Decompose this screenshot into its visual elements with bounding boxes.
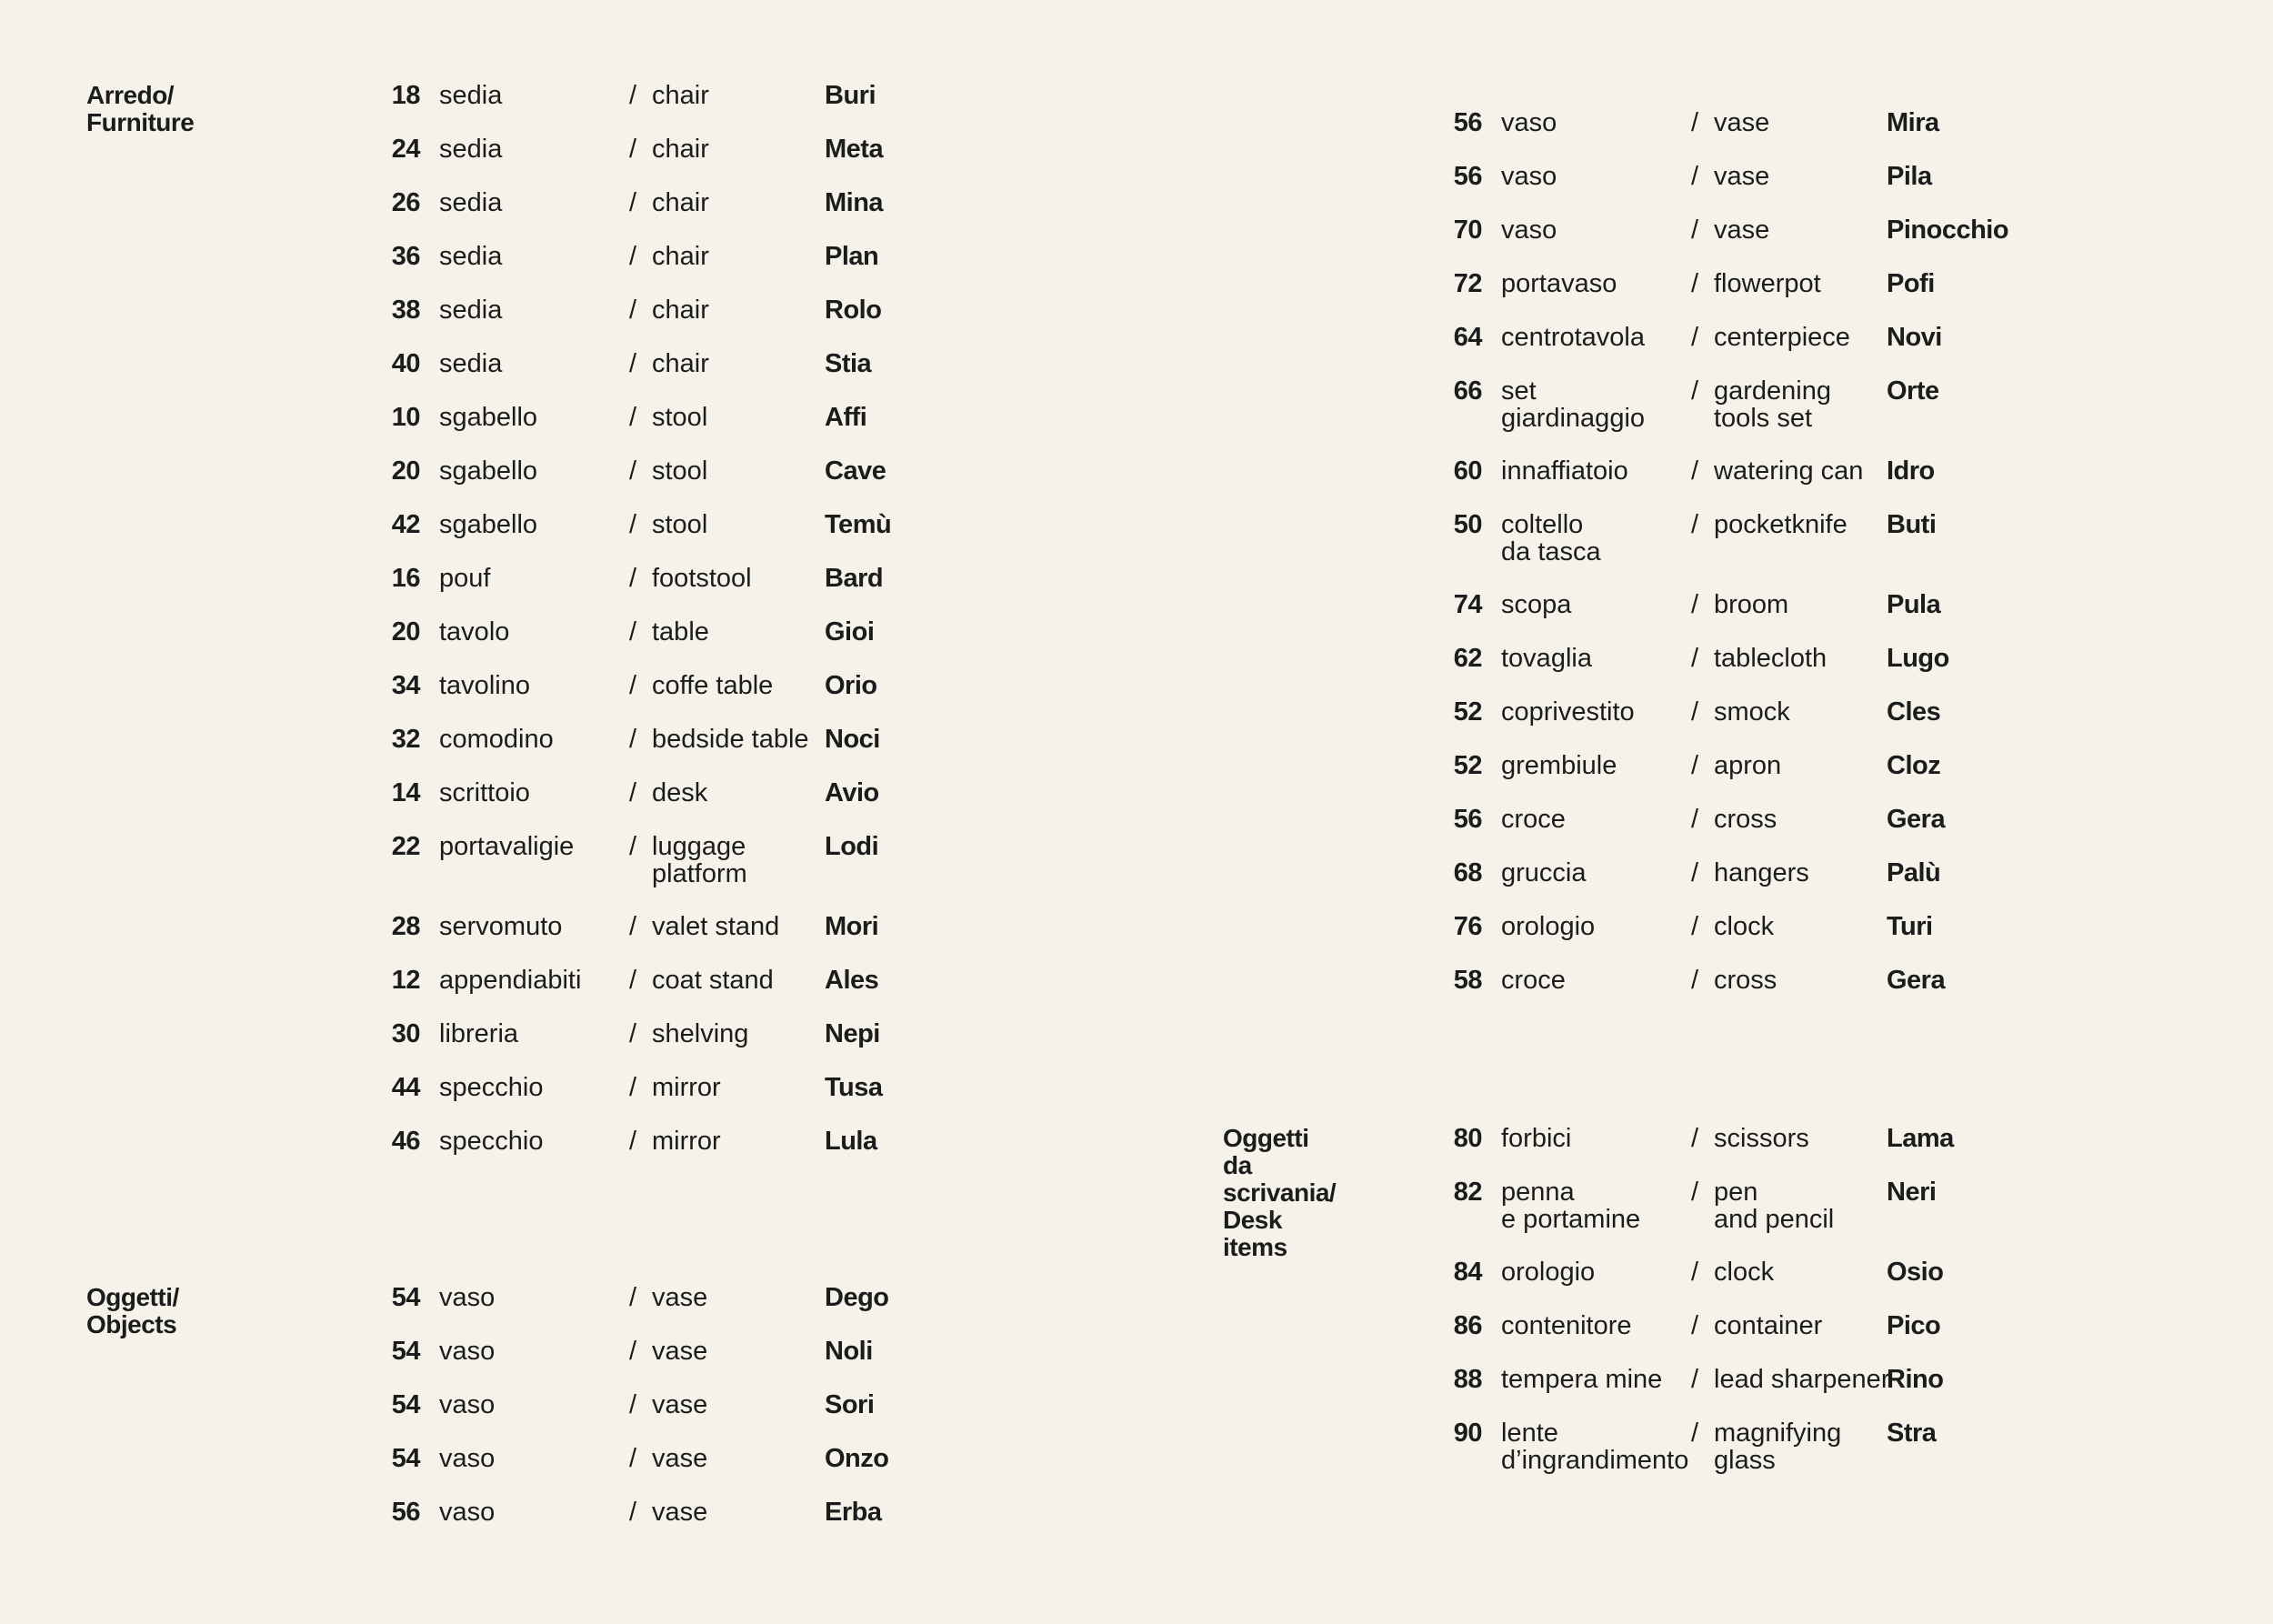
item-name-italian: orologio bbox=[1501, 1258, 1596, 1287]
item-separator: / bbox=[1691, 162, 1699, 191]
item-product-name: Lama bbox=[1887, 1124, 1954, 1153]
list-item bbox=[1437, 859, 2073, 910]
item-name-italian: servomuto bbox=[439, 912, 563, 941]
item-name-english: valet stand bbox=[652, 912, 780, 941]
item-page-number: 60 bbox=[1453, 456, 1482, 486]
item-name-english: shelving bbox=[652, 1019, 749, 1048]
item-separator: / bbox=[1691, 1418, 1699, 1448]
item-name-english: footstool bbox=[652, 564, 752, 593]
list-item bbox=[1437, 752, 2073, 803]
item-name-italian: vaso bbox=[1501, 162, 1557, 191]
item-name-english: watering can bbox=[1714, 456, 1864, 486]
item-name-italian: portavaligie bbox=[439, 832, 575, 861]
item-name-italian: centrotavola bbox=[1501, 323, 1645, 352]
item-page-number: 82 bbox=[1453, 1178, 1482, 1207]
list-item bbox=[1437, 163, 2073, 214]
list-item bbox=[1437, 324, 2073, 375]
list-item bbox=[1437, 1258, 2073, 1309]
list-item bbox=[1437, 1366, 2073, 1417]
list-item bbox=[375, 565, 1011, 616]
item-product-name: Palù bbox=[1887, 858, 1941, 887]
item-separator: / bbox=[1691, 966, 1699, 995]
item-separator: / bbox=[629, 1073, 637, 1102]
item-name-english: chair bbox=[652, 81, 709, 110]
item-name-english: vase bbox=[1714, 162, 1770, 191]
item-separator: / bbox=[629, 296, 637, 325]
item-name-english: stool bbox=[652, 403, 708, 432]
item-separator: / bbox=[1691, 805, 1699, 834]
item-name-italian: specchio bbox=[439, 1073, 544, 1102]
item-separator: / bbox=[1691, 644, 1699, 673]
item-product-name: Lodi bbox=[825, 832, 879, 861]
item-product-name: Cles bbox=[1887, 697, 1941, 727]
list-item bbox=[1437, 270, 2073, 321]
item-separator: / bbox=[1691, 456, 1699, 486]
list-item bbox=[375, 1445, 1011, 1496]
item-product-name: Buri bbox=[825, 81, 876, 110]
item-product-name: Pila bbox=[1887, 162, 1932, 191]
item-product-name: Gera bbox=[1887, 805, 1946, 834]
item-page-number: 54 bbox=[391, 1390, 420, 1419]
item-name-italian: sgabello bbox=[439, 456, 538, 486]
item-name-italian: sedia bbox=[439, 188, 503, 217]
item-name-english: scissors bbox=[1714, 1124, 1809, 1153]
item-product-name: Stia bbox=[825, 349, 872, 378]
item-name-italian: croce bbox=[1501, 805, 1566, 834]
item-page-number: 56 bbox=[1453, 108, 1482, 137]
item-name-english: chair bbox=[652, 188, 709, 217]
item-name-italian: tempera mine bbox=[1501, 1365, 1663, 1394]
item-page-number: 72 bbox=[1453, 269, 1482, 298]
item-separator: / bbox=[629, 617, 637, 647]
item-product-name: Cave bbox=[825, 456, 886, 486]
item-product-name: Lugo bbox=[1887, 644, 1949, 673]
item-name-italian: pouf bbox=[439, 564, 491, 593]
item-name-english: luggage platform bbox=[652, 832, 747, 888]
list-item bbox=[375, 832, 1011, 888]
item-product-name: Affi bbox=[825, 403, 867, 432]
item-name-italian: set giardinaggio bbox=[1501, 376, 1646, 433]
item-separator: / bbox=[1691, 751, 1699, 780]
item-page-number: 54 bbox=[391, 1337, 420, 1366]
item-separator: / bbox=[629, 242, 637, 271]
item-product-name: Pula bbox=[1887, 590, 1941, 619]
item-name-english: broom bbox=[1714, 590, 1789, 619]
item-separator: / bbox=[1691, 269, 1699, 298]
item-name-italian: sedia bbox=[439, 296, 503, 325]
item-name-italian: vaso bbox=[439, 1283, 496, 1312]
item-page-number: 12 bbox=[391, 966, 420, 995]
item-name-english: table bbox=[652, 617, 709, 647]
item-page-number: 36 bbox=[391, 242, 420, 271]
item-name-italian: lente d’ingrandimento bbox=[1501, 1418, 1689, 1475]
item-product-name: Gera bbox=[1887, 966, 1946, 995]
item-name-italian: sedia bbox=[439, 81, 503, 110]
item-product-name: Tusa bbox=[825, 1073, 883, 1102]
item-product-name: Lula bbox=[825, 1127, 877, 1156]
item-separator: / bbox=[629, 564, 637, 593]
section-title-furniture: Arredo/ Furniture bbox=[86, 81, 195, 136]
item-page-number: 86 bbox=[1453, 1311, 1482, 1340]
item-name-italian: gruccia bbox=[1501, 858, 1587, 887]
item-product-name: Bard bbox=[825, 564, 884, 593]
item-name-english: container bbox=[1714, 1311, 1823, 1340]
item-product-name: Pinocchio bbox=[1887, 216, 2009, 245]
item-separator: / bbox=[629, 725, 637, 754]
item-product-name: Sori bbox=[825, 1390, 875, 1419]
item-page-number: 58 bbox=[1453, 966, 1482, 995]
item-name-italian: tovaglia bbox=[1501, 644, 1592, 673]
list-item bbox=[1437, 913, 2073, 964]
item-page-number: 38 bbox=[391, 296, 420, 325]
item-page-number: 56 bbox=[1453, 805, 1482, 834]
list-item bbox=[375, 913, 1011, 964]
item-name-english: vase bbox=[1714, 216, 1770, 245]
list-item bbox=[375, 243, 1011, 294]
item-name-italian: orologio bbox=[1501, 912, 1596, 941]
item-name-english: mirror bbox=[652, 1073, 721, 1102]
item-product-name: Ales bbox=[825, 966, 879, 995]
item-product-name: Rolo bbox=[825, 296, 882, 325]
item-page-number: 26 bbox=[391, 188, 420, 217]
item-page-number: 46 bbox=[391, 1127, 420, 1156]
item-separator: / bbox=[629, 510, 637, 539]
item-name-italian: libreria bbox=[439, 1019, 519, 1048]
item-product-name: Temù bbox=[825, 510, 892, 539]
item-name-english: vase bbox=[652, 1283, 708, 1312]
item-name-english: cross bbox=[1714, 805, 1777, 834]
item-name-english: chair bbox=[652, 296, 709, 325]
list-item bbox=[375, 1391, 1011, 1442]
item-name-italian: coltello da tasca bbox=[1501, 510, 1601, 566]
item-product-name: Pico bbox=[1887, 1311, 1941, 1340]
item-page-number: 28 bbox=[391, 912, 420, 941]
item-separator: / bbox=[629, 1337, 637, 1366]
item-product-name: Idro bbox=[1887, 456, 1935, 486]
item-name-italian: sgabello bbox=[439, 510, 538, 539]
item-name-italian: specchio bbox=[439, 1127, 544, 1156]
list-item bbox=[375, 1020, 1011, 1071]
item-page-number: 24 bbox=[391, 135, 420, 164]
item-separator: / bbox=[1691, 323, 1699, 352]
item-product-name: Noli bbox=[825, 1337, 873, 1366]
item-name-italian: tavolino bbox=[439, 671, 530, 700]
item-name-italian: scopa bbox=[1501, 590, 1572, 619]
list-item bbox=[375, 1074, 1011, 1125]
item-product-name: Stra bbox=[1887, 1418, 1937, 1448]
item-product-name: Turi bbox=[1887, 912, 1933, 941]
item-name-italian: sedia bbox=[439, 242, 503, 271]
item-separator: / bbox=[1691, 1178, 1699, 1207]
item-product-name: Neri bbox=[1887, 1178, 1937, 1207]
item-name-italian: tavolo bbox=[439, 617, 510, 647]
list-item bbox=[1437, 645, 2073, 696]
item-page-number: 70 bbox=[1453, 216, 1482, 245]
item-product-name: Cloz bbox=[1887, 751, 1941, 780]
item-page-number: 42 bbox=[391, 510, 420, 539]
item-separator: / bbox=[1691, 1124, 1699, 1153]
list-item bbox=[375, 1499, 1011, 1549]
item-product-name: Noci bbox=[825, 725, 880, 754]
item-name-italian: sedia bbox=[439, 135, 503, 164]
item-separator: / bbox=[1691, 1365, 1699, 1394]
item-page-number: 84 bbox=[1453, 1258, 1482, 1287]
item-name-english: clock bbox=[1714, 1258, 1775, 1287]
item-name-english: chair bbox=[652, 349, 709, 378]
item-name-english: vase bbox=[1714, 108, 1770, 137]
item-page-number: 80 bbox=[1453, 1124, 1482, 1153]
item-separator: / bbox=[629, 1444, 637, 1473]
item-separator: / bbox=[629, 671, 637, 700]
item-name-english: hangers bbox=[1714, 858, 1809, 887]
list-item bbox=[1437, 510, 2073, 566]
list-item bbox=[375, 726, 1011, 777]
item-product-name: Erba bbox=[825, 1498, 882, 1527]
item-separator: / bbox=[629, 135, 637, 164]
item-separator: / bbox=[629, 966, 637, 995]
item-page-number: 76 bbox=[1453, 912, 1482, 941]
item-name-italian: vaso bbox=[439, 1390, 496, 1419]
list-item bbox=[375, 404, 1011, 455]
item-separator: / bbox=[1691, 376, 1699, 406]
list-item bbox=[1437, 216, 2073, 267]
item-name-english: mirror bbox=[652, 1127, 721, 1156]
item-product-name: Mira bbox=[1887, 108, 1939, 137]
item-name-italian: appendiabiti bbox=[439, 966, 582, 995]
item-product-name: Meta bbox=[825, 135, 884, 164]
item-name-english: apron bbox=[1714, 751, 1782, 780]
item-page-number: 56 bbox=[1453, 162, 1482, 191]
item-name-english: clock bbox=[1714, 912, 1775, 941]
item-name-english: bedside table bbox=[652, 725, 809, 754]
item-name-italian: sgabello bbox=[439, 403, 538, 432]
item-name-english: lead sharpener bbox=[1714, 1365, 1890, 1394]
list-item bbox=[1437, 1125, 2073, 1176]
item-separator: / bbox=[1691, 697, 1699, 727]
list-item bbox=[375, 672, 1011, 723]
item-name-italian: sedia bbox=[439, 349, 503, 378]
item-name-english: pocketknife bbox=[1714, 510, 1847, 539]
list-item bbox=[375, 135, 1011, 186]
item-page-number: 54 bbox=[391, 1444, 420, 1473]
list-item bbox=[375, 779, 1011, 830]
list-item bbox=[375, 1128, 1011, 1178]
item-separator: / bbox=[629, 1127, 637, 1156]
item-name-italian: grembiule bbox=[1501, 751, 1617, 780]
item-separator: / bbox=[1691, 1258, 1699, 1287]
item-name-italian: coprivestito bbox=[1501, 697, 1635, 727]
item-name-english: flowerpot bbox=[1714, 269, 1821, 298]
item-name-english: vase bbox=[652, 1390, 708, 1419]
item-name-english: desk bbox=[652, 778, 708, 807]
item-page-number: 16 bbox=[391, 564, 420, 593]
item-page-number: 32 bbox=[391, 725, 420, 754]
item-separator: / bbox=[629, 832, 637, 861]
item-product-name: Orte bbox=[1887, 376, 1939, 406]
item-product-name: Rino bbox=[1887, 1365, 1944, 1394]
list-item bbox=[375, 1338, 1011, 1388]
list-item bbox=[375, 511, 1011, 562]
item-separator: / bbox=[1691, 1311, 1699, 1340]
item-page-number: 64 bbox=[1453, 323, 1482, 352]
item-name-italian: forbici bbox=[1501, 1124, 1572, 1153]
item-product-name: Orio bbox=[825, 671, 877, 700]
item-page-number: 90 bbox=[1453, 1418, 1482, 1448]
list-item bbox=[375, 189, 1011, 240]
item-name-italian: comodino bbox=[439, 725, 554, 754]
item-name-english: centerpiece bbox=[1714, 323, 1850, 352]
item-page-number: 68 bbox=[1453, 858, 1482, 887]
item-product-name: Buti bbox=[1887, 510, 1937, 539]
item-page-number: 74 bbox=[1453, 590, 1482, 619]
list-item bbox=[375, 350, 1011, 401]
list-item bbox=[375, 457, 1011, 508]
item-name-english: vase bbox=[652, 1337, 708, 1366]
section-title-objects: Oggetti/ Objects bbox=[86, 1283, 179, 1338]
item-product-name: Plan bbox=[825, 242, 879, 271]
list-item bbox=[1437, 1418, 2073, 1475]
item-name-english: gardening tools set bbox=[1714, 376, 1831, 433]
item-page-number: 18 bbox=[391, 81, 420, 110]
item-name-italian: croce bbox=[1501, 966, 1566, 995]
item-page-number: 88 bbox=[1453, 1365, 1482, 1394]
list-item bbox=[375, 618, 1011, 669]
item-separator: / bbox=[1691, 912, 1699, 941]
list-item bbox=[1437, 806, 2073, 857]
item-name-english: magnifying glass bbox=[1714, 1418, 1842, 1475]
item-name-english: chair bbox=[652, 242, 709, 271]
item-page-number: 44 bbox=[391, 1073, 420, 1102]
list-item bbox=[1437, 1312, 2073, 1363]
item-name-english: cross bbox=[1714, 966, 1777, 995]
item-name-italian: vaso bbox=[1501, 108, 1557, 137]
item-product-name: Osio bbox=[1887, 1258, 1944, 1287]
item-product-name: Dego bbox=[825, 1283, 889, 1312]
item-separator: / bbox=[629, 1498, 637, 1527]
item-name-italian: scrittoio bbox=[439, 778, 530, 807]
item-name-italian: vaso bbox=[439, 1498, 496, 1527]
item-name-english: coffe table bbox=[652, 671, 774, 700]
item-separator: / bbox=[1691, 216, 1699, 245]
item-separator: / bbox=[1691, 510, 1699, 539]
item-page-number: 52 bbox=[1453, 697, 1482, 727]
item-name-english: pen and pencil bbox=[1714, 1178, 1835, 1234]
item-page-number: 52 bbox=[1453, 751, 1482, 780]
list-item bbox=[1437, 376, 2073, 433]
item-name-italian: penna e portamine bbox=[1501, 1178, 1641, 1234]
item-name-english: chair bbox=[652, 135, 709, 164]
item-separator: / bbox=[629, 456, 637, 486]
item-name-italian: innaffiatoio bbox=[1501, 456, 1628, 486]
list-item bbox=[375, 1284, 1011, 1335]
item-page-number: 20 bbox=[391, 456, 420, 486]
item-name-italian: vaso bbox=[439, 1337, 496, 1366]
item-page-number: 50 bbox=[1453, 510, 1482, 539]
item-product-name: Pofi bbox=[1887, 269, 1935, 298]
item-name-english: stool bbox=[652, 510, 708, 539]
list-item bbox=[375, 967, 1011, 1018]
item-product-name: Gioi bbox=[825, 617, 875, 647]
list-item bbox=[1437, 698, 2073, 749]
item-product-name: Novi bbox=[1887, 323, 1942, 352]
item-page-number: 22 bbox=[391, 832, 420, 861]
item-separator: / bbox=[1691, 858, 1699, 887]
item-separator: / bbox=[629, 188, 637, 217]
item-page-number: 10 bbox=[391, 403, 420, 432]
item-name-italian: contenitore bbox=[1501, 1311, 1632, 1340]
item-page-number: 62 bbox=[1453, 644, 1482, 673]
list-item bbox=[1437, 967, 2073, 1018]
item-page-number: 30 bbox=[391, 1019, 420, 1048]
item-name-italian: vaso bbox=[1501, 216, 1557, 245]
item-name-english: stool bbox=[652, 456, 708, 486]
list-item bbox=[1437, 109, 2073, 160]
list-item bbox=[1437, 457, 2073, 508]
item-product-name: Avio bbox=[825, 778, 879, 807]
section-title-desk-items: Oggetti da scrivania/ Desk items bbox=[1223, 1124, 1337, 1261]
item-separator: / bbox=[629, 81, 637, 110]
item-name-english: smock bbox=[1714, 697, 1790, 727]
item-separator: / bbox=[629, 1019, 637, 1048]
item-separator: / bbox=[629, 349, 637, 378]
item-separator: / bbox=[1691, 590, 1699, 619]
item-separator: / bbox=[629, 403, 637, 432]
item-name-italian: portavaso bbox=[1501, 269, 1617, 298]
item-product-name: Mori bbox=[825, 912, 879, 941]
item-product-name: Mina bbox=[825, 188, 884, 217]
item-name-english: vase bbox=[652, 1498, 708, 1527]
list-item bbox=[375, 82, 1011, 133]
item-name-english: vase bbox=[652, 1444, 708, 1473]
item-page-number: 66 bbox=[1453, 376, 1482, 406]
item-page-number: 54 bbox=[391, 1283, 420, 1312]
item-name-english: tablecloth bbox=[1714, 644, 1827, 673]
item-separator: / bbox=[629, 1390, 637, 1419]
item-separator: / bbox=[629, 912, 637, 941]
item-page-number: 34 bbox=[391, 671, 420, 700]
list-item bbox=[1437, 591, 2073, 642]
list-item bbox=[375, 296, 1011, 347]
item-page-number: 56 bbox=[391, 1498, 420, 1527]
item-page-number: 14 bbox=[391, 778, 420, 807]
item-name-italian: vaso bbox=[439, 1444, 496, 1473]
item-separator: / bbox=[629, 778, 637, 807]
item-page-number: 40 bbox=[391, 349, 420, 378]
item-page-number: 20 bbox=[391, 617, 420, 647]
list-item bbox=[1437, 1178, 2073, 1234]
item-product-name: Onzo bbox=[825, 1444, 889, 1473]
item-name-english: coat stand bbox=[652, 966, 774, 995]
item-separator: / bbox=[1691, 108, 1699, 137]
item-separator: / bbox=[629, 1283, 637, 1312]
item-product-name: Nepi bbox=[825, 1019, 880, 1048]
